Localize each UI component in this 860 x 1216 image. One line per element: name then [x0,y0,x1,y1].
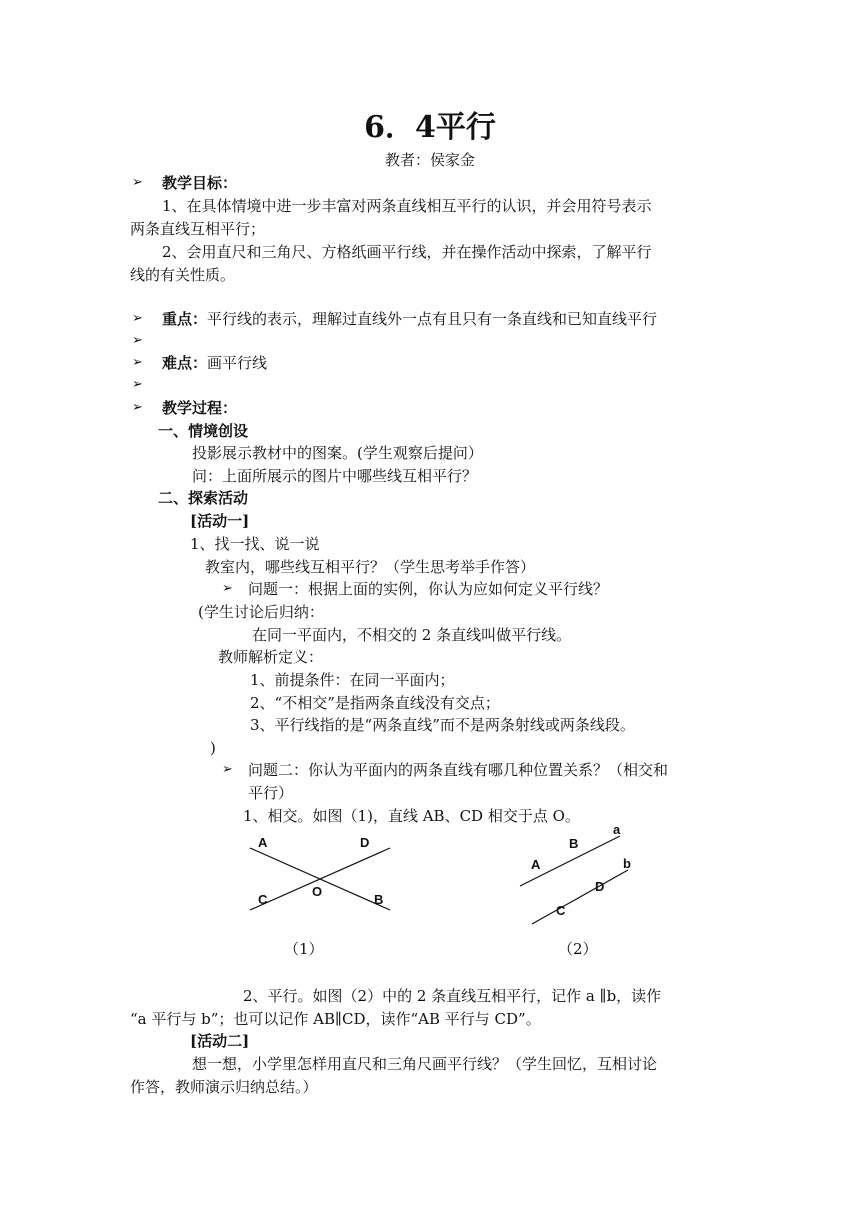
objectives-label: 教学目标： [162,174,238,192]
activity2-label: [活动二] [190,1032,250,1050]
page-title: 6．4平行 [364,110,496,145]
question2-line2: 平行） [248,784,294,802]
bullet-arrow-icon: ➢ [222,581,233,596]
figure1-intersecting-lines [240,830,400,930]
bullet-arrow-icon: ➢ [132,377,143,392]
figure2-caption: （2） [558,940,598,958]
process-label: 教学过程： [162,399,238,417]
objective-2-line2: 线的有关性质。 [130,266,236,284]
section1-heading: 一、情境创设 [158,422,249,440]
activity2-line2: 作答，教师演示归纳总结。） [130,1078,318,1096]
difficulty-text: 画平行线 [207,354,268,372]
section1-line2: 问：上面所展示的图片中哪些线互相平行？ [192,467,478,485]
definition-point-3: 3、平行线指的是“两条直线”而不是两条射线或两条线段。 [250,716,635,734]
author-line: 教者：侯家金 [384,151,475,169]
difficulty-line [162,352,267,374]
fig2-label-d: D [595,879,605,894]
fig2-label-c: C [556,903,566,918]
teacher-analysis: 教师解析定义： [218,648,324,666]
keypoint-label: 重点： [162,310,208,328]
line-b [532,870,628,924]
activity2-line1: 想一想，小学里怎样用直尺和三角尺画平行线？（学生回忆，互相讨论 [192,1055,658,1073]
fig1-label-c: C [258,892,268,907]
objective-2-line1: 2、会用直尺和三角尺、方格纸画平行线，并在操作活动中探索，了解平行 [162,243,652,261]
bullet-arrow-icon: ➢ [132,311,143,326]
section2-heading: 二、探索活动 [158,489,249,507]
discussion-open: (学生讨论后归纳： [198,603,324,621]
difficulty-label: 难点： [162,354,208,372]
activity1-label: [活动一] [190,512,250,530]
definition-point-1: 1、前提条件：在同一平面内； [250,671,455,689]
bullet-arrow-icon: ➢ [132,175,143,190]
question2-line1: 问题二：你认为平面内的两条直线有哪几种位置关系？（相交和 [248,761,669,779]
figure1-caption: （1） [284,940,324,958]
fig1-label-o: O [312,884,323,899]
bullet-arrow-icon: ➢ [222,762,233,777]
classroom-question: 教室内，哪些线互相平行？（学生思考举手作答） [205,558,536,576]
keypoint-line [162,308,657,330]
bullet-arrow-icon: ➢ [132,400,143,415]
fig1-label-b: B [374,892,384,907]
section1-line1: 投影展示教材中的图案。(学生观察后提问） [192,444,483,462]
fig2-label-b-upper: B [569,836,579,851]
step1-line: 1、找一找、说一说 [190,535,320,553]
discussion-close: ) [210,739,216,757]
parallel-definition: 在同一平面内，不相交的 2 条直线叫做平行线。 [252,626,572,644]
fig2-label-b-lower: b [623,856,631,871]
fig2-label-a-upper: A [531,857,541,872]
figure2-parallel-lines [510,822,650,932]
definition-point-2: 2、“不相交”是指两条直线没有交点； [250,694,500,712]
intersect-text: 1、相交。如图（1)，直线 AB、CD 相交于点 O。 [243,807,580,825]
objective-1-line2: 两条直线互相平行； [130,220,266,238]
parallel-text-line2: “a 平行与 b”；也可以记作 AB∥CD，读作“AB 平行与 CD”。 [130,1010,541,1028]
bullet-arrow-icon: ➢ [132,333,143,348]
fig1-label-d: D [360,835,370,850]
bullet-arrow-icon: ➢ [132,355,143,370]
parallel-text-line1: 2、平行。如图（2）中的 2 条直线互相平行，记作 a ∥b，读作 [243,987,662,1005]
question1: 问题一：根据上面的实例，你认为应如何定义平行线？ [248,580,609,598]
fig2-label-a-lower: a [613,822,621,837]
objective-1-line1: 1、在具体情境中进一步丰富对两条直线相互平行的认识，并会用符号表示 [162,197,652,215]
fig1-label-a: A [258,835,268,850]
keypoint-text: 平行线的表示，理解过直线外一点有且只有一条直线和已知直线平行 [207,310,658,328]
